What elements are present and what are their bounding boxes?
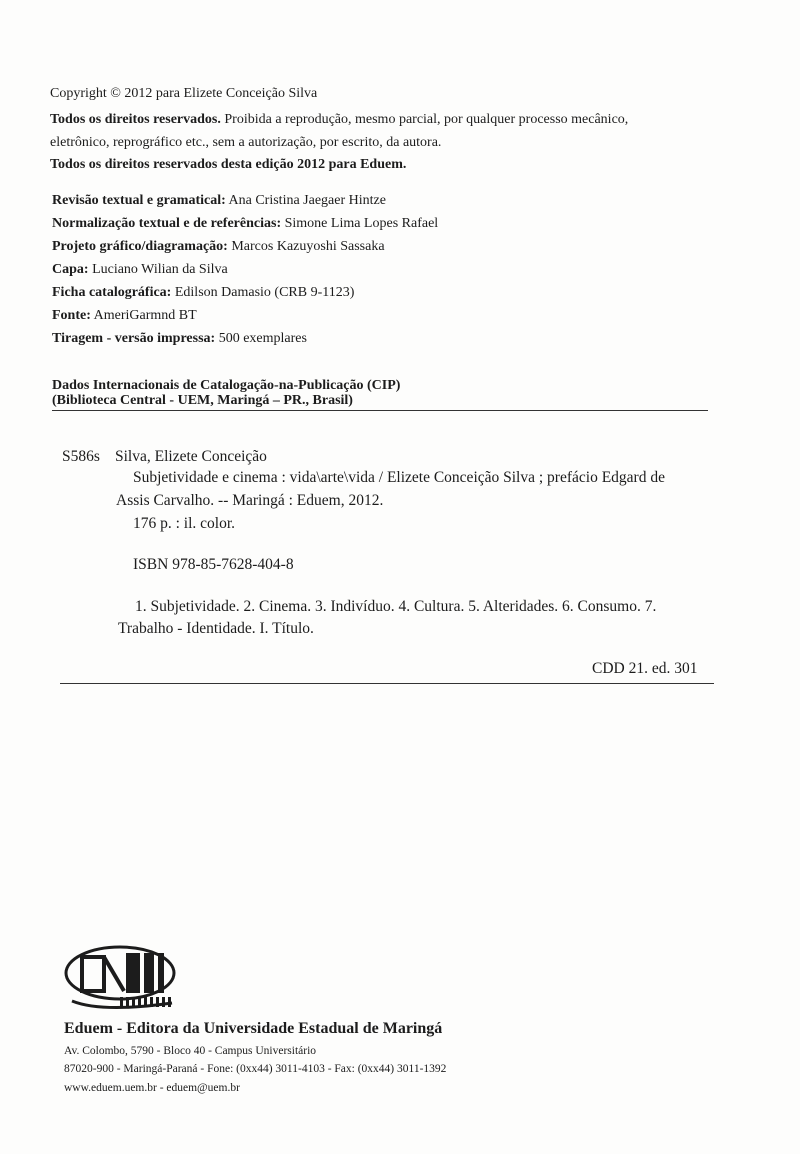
credit-value: Marcos Kazuyoshi Sassaka: [227, 239, 385, 254]
credit-tiragem: [52, 331, 307, 347]
credit-label: Normalização textual e de referências:: [52, 216, 282, 231]
credit-value: Edilson Damasio (CRB 9-1123): [171, 285, 355, 300]
credit-value: Simone Lima Lopes Rafael: [281, 216, 439, 231]
publisher-address: Av. Colombo, 5790 - Bloco 40 - Campus Universitário: [64, 1045, 317, 1057]
catalog-title-1: Subjetividade e cinema : vida\arte\vida / Elizete Conceição Silva ; prefácio Edgard de: [133, 469, 665, 486]
credit-label: Ficha catalográfica:: [52, 285, 172, 300]
catalog-pages: 176 p. : il. color.: [133, 515, 236, 532]
catalog-title-2: Assis Carvalho. -- Maringá : Eduem, 2012.: [116, 492, 384, 509]
rights-line-3: Todos os direitos reservados desta edição 2012 para Eduem.: [50, 157, 407, 172]
credit-label: Capa:: [52, 262, 89, 277]
credit-value: Luciano Wilian da Silva: [88, 262, 228, 277]
catalog-subjects-1: 1. Subjetividade. 2. Cinema. 3. Indivíduo. 4. Cultura. 5. Alteridades. 6. Consumo. 7.: [135, 598, 657, 615]
credit-label: Revisão textual e gramatical:: [52, 193, 226, 208]
publisher-name: Eduem - Editora da Universidade Estadual de Maringá: [64, 1020, 443, 1037]
cip-library: (Biblioteca Central - UEM, Maringá – PR., Brasil): [52, 393, 353, 408]
publisher-web: www.eduem.uem.br - eduem@uem.br: [64, 1082, 240, 1094]
catalog-author: Silva, Elizete Conceição: [115, 448, 267, 465]
rights-line-1: [50, 112, 628, 128]
credit-value: 500 exemplares: [215, 331, 307, 346]
credit-revisao: [52, 193, 386, 209]
credit-label: Fonte:: [52, 308, 91, 323]
eduem-logo: [62, 943, 182, 1013]
rights-text: Proibida a reprodução, mesmo parcial, por qualquer processo mecânico,: [220, 112, 629, 127]
credit-ficha: [52, 285, 354, 301]
catalog-bottom-rule: [60, 683, 714, 684]
credit-normalizacao: [52, 216, 438, 232]
credit-projeto: [52, 239, 385, 255]
credit-value: Ana Cristina Jaegaer Hintze: [225, 193, 386, 208]
credit-capa: [52, 262, 228, 278]
rights-heading: Todos os direitos reservados.: [50, 112, 221, 127]
rights-line-2: eletrônico, reprográfico etc., sem a autorização, por escrito, da autora.: [50, 135, 442, 150]
catalog-code: S586s: [62, 448, 100, 465]
catalog-cdd: CDD 21. ed. 301: [592, 660, 698, 677]
catalog-subjects-2: Trabalho - Identidade. I. Título.: [118, 620, 314, 637]
publisher-contact: 87020-900 - Maringá-Paraná - Fone: (0xx44) 3011-4103 - Fax: (0xx44) 3011-1392: [64, 1063, 447, 1075]
credit-label: Projeto gráfico/diagramação:: [52, 239, 228, 254]
cip-top-rule: [52, 410, 708, 411]
copyright-line: Copyright © 2012 para Elizete Conceição Silva: [50, 86, 318, 101]
cip-title: Dados Internacionais de Catalogação-na-Publicação (CIP): [52, 378, 401, 393]
credit-value: AmeriGarmnd BT: [90, 308, 197, 323]
credit-label: Tiragem - versão impressa:: [52, 331, 216, 346]
credit-fonte: [52, 308, 197, 324]
catalog-isbn: ISBN 978-85-7628-404-8: [133, 556, 294, 573]
